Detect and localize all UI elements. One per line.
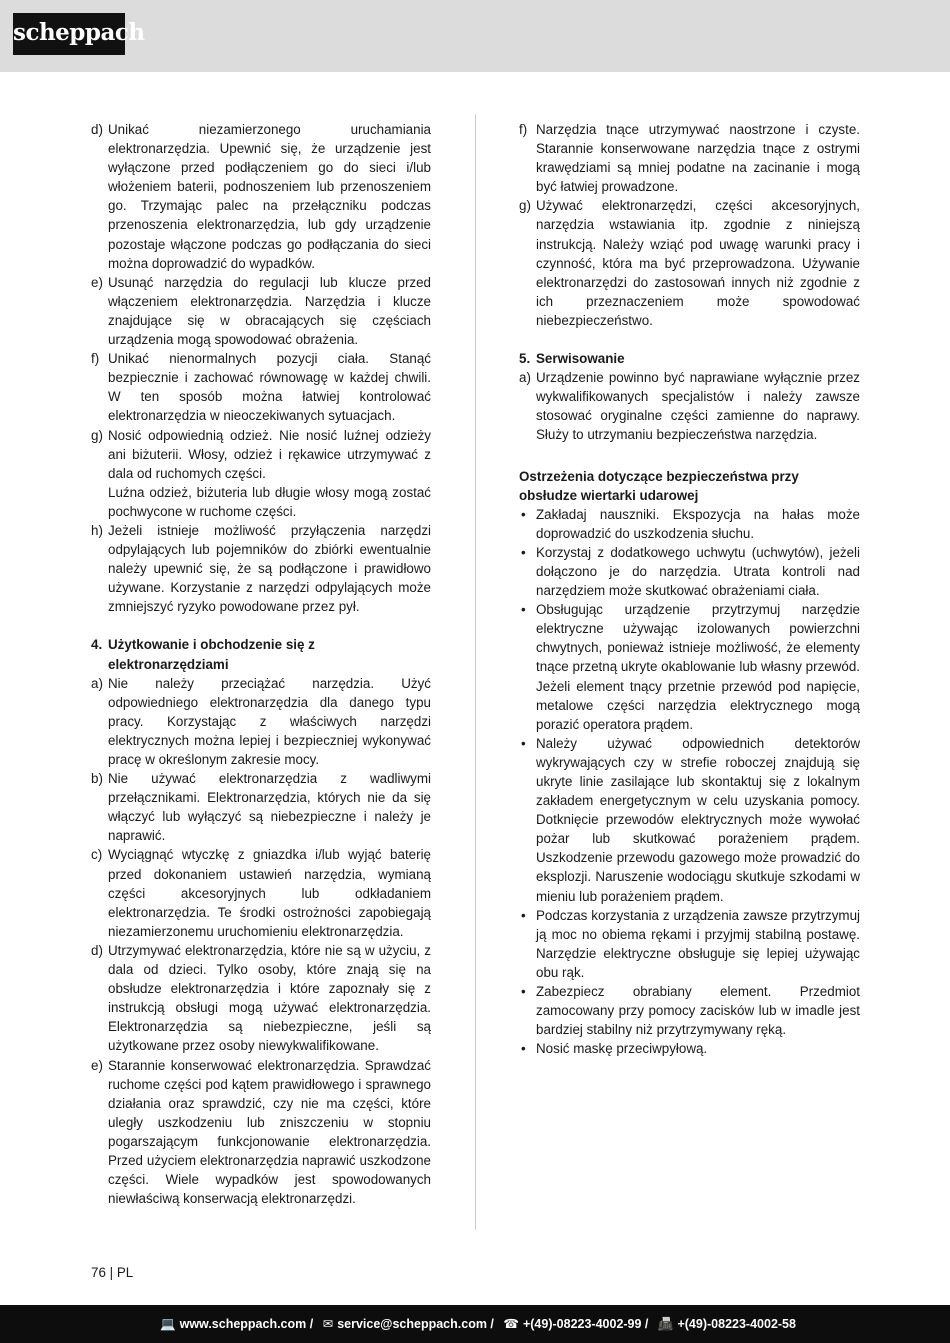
- item-text: Nie używać elektronarzędzia z wadliwymi przełącznikami. Elektronarzędzia, których nie da się włączyć lub wyłączyć są niebezpieczne i należy je naprawić.: [108, 771, 431, 844]
- fax-icon: 📠: [657, 1317, 674, 1331]
- bullet-item: [519, 505, 860, 543]
- phone-icon: ☎: [503, 1317, 519, 1331]
- computer-icon: 💻: [160, 1317, 176, 1331]
- item-text: Nosić odpowiednią odzież. Nie nosić luźnej odzieży ani biżuterii. Włosy, odzież i rękawice utrzymywać z dala od ruchomych części.: [108, 427, 431, 481]
- list-item: [91, 674, 431, 769]
- bullet-marker: •: [521, 984, 526, 1000]
- list-item: [91, 941, 431, 1056]
- item-text: Urządzenie powinno być naprawiane wyłącznie przez wykwalifikowanych specjalistów i należy zawsze stosować oryginalne części zamienne do naprawy. Służy to utrzymaniu bezpieczeństwa narzędzia.: [536, 370, 860, 443]
- item-marker: b): [91, 771, 103, 787]
- bullet-marker: •: [521, 602, 526, 618]
- item-text: Należy używać odpowiednich detektorów wykrywających czy w strefie roboczej znajdują się ukryte linie zasilające lub skontaktuj się z lokalnym zakładem energetycznym w celu uzyskania pomocy. Dotknięcie przewodów elektrycznych może wywołać pożar lub skutkować porażeniem prądem. Uszkodzenie przewodu gazowego może prowadzić do eksplozji. Naruszenie wodociągu skutkuje szkodami w mieniu lub porażeniem prądem.: [536, 735, 860, 904]
- website-link[interactable]: www.scheppach.com /: [179, 1317, 314, 1331]
- item-text: Narzędzia tnące utrzymywać naostrzone i czyste. Starannie konserwowane narzędzia tnące z ostrymi krawędziami są mniej podatne na zacinanie i mogą być łatwiej prowadzone.: [536, 122, 860, 195]
- item-text: Usunąć narzędzia do regulacji lub klucze przed włączeniem elektronarzędzia. Narzędzia i klucze znajdujące się w obracających się częściach urządzenia mogą spowodować obrażenia.: [108, 274, 431, 348]
- item-marker: e): [91, 274, 103, 290]
- section-number: 5.: [519, 351, 531, 367]
- list-item: [519, 120, 860, 196]
- email-link[interactable]: service@scheppach.com /: [337, 1317, 494, 1331]
- list-item: [519, 196, 860, 330]
- item-marker: c): [91, 847, 103, 863]
- list-item: [91, 845, 431, 940]
- item-text: Wyciągnąć wtyczkę z gniazdka i/lub wyjąć baterię przed dokonaniem ustawień narzędzia, wymianą części akcesoryjnych lub odkładaniem elektronarzędzia. Te środki ostrożności zapobiegają niezamierzonemu uruchomieniu elektronarzędzia.: [108, 847, 431, 939]
- list-item: [91, 769, 431, 845]
- item-text: Używać elektronarzędzi, części akcesoryjnych, narzędzia wstawiania itp. zgodnie z niniejszą instrukcją. Należy wziąć pod uwagę warunki pracy i czynność, która ma być przeprowadzona. Używanie elektronarzędzi do zastosowań innych niż zgodnie z ich przeznaczeniem może spowodować niebezpieczeństwo.: [536, 198, 860, 328]
- header-band: [0, 0, 950, 72]
- item-text: Unikać niezamierzonego uruchamiania elektronarzędzia. Upewnić się, że urządzenie jest wyłączone przed podłączeniem go do sieci i/lub włożeniem baterii, podnoszeniem lub przenoszeniem go. Trzymając palec na przełączniku podczas przenoszenia elektronarzędzia, lub gdy urządzenie pozostaje włączone podczas go podłączania do sieci można doprowadzić do wypadków.: [108, 122, 431, 271]
- bullet-item: [519, 734, 860, 906]
- footer-contact-bar: [0, 1305, 950, 1343]
- section-number: 4.: [91, 637, 103, 653]
- item-marker: g): [519, 198, 531, 214]
- bullet-item: [519, 906, 860, 982]
- page-separator: |: [109, 1265, 114, 1280]
- item-marker: h): [91, 522, 103, 538]
- item-marker: d): [91, 122, 103, 137]
- item-text-continued: Luźna odzież, biżuteria lub długie włosy mogą zostać pochwycone w ruchome części.: [108, 484, 431, 519]
- item-marker: d): [91, 942, 103, 958]
- list-item: [519, 368, 860, 444]
- item-text: Utrzymywać elektronarzędzia, które nie są w użyciu, z dala od dzieci. Tylko osoby, które znają się na obsłudze elektronarzędzia i które zapoznały się z instrukcją obsługi mogą używać elektronarzędzia. Elektronarzędzia są niebezpieczne, jeśli są użytkowane przez osoby niewykwalifikowane.: [108, 942, 431, 1054]
- item-text: Unikać nienormalnych pozycji ciała. Stanąć bezpiecznie i zachować równowagę w każdej chwili. W ten sposób można łatwiej kontrolować elektronarzędzia w nieoczekiwanych sytuacjach.: [108, 351, 431, 424]
- bullet-marker: •: [521, 735, 526, 751]
- item-text: Obsługując urządzenie przytrzymuj narzędzie elektryczne używając izolowanych powierzchni chwytnych, ponieważ istnieje możliwość, że elementy tnące przetną ukryte okablowanie lub własny przewód. Jeżeli element tnący przetnie przewód pod napięcie, metalowe części narzędzia elektrycznego mogą porazić operatora prądem.: [536, 602, 860, 732]
- list-item: [91, 521, 431, 616]
- item-text: Zakładaj nauszniki. Ekspozycja na hałas może doprowadzić do uszkodzenia słuchu.: [536, 506, 860, 541]
- item-text: Jeżeli istnieje możliwość przyłączenia narzędzi odpylających lub pojemników do zbiórki ewentualnie należy upewnić się, że są podłączone i prawidłowo używane. Korzystanie z narzędzi odpylających może zmniejszyć ryzyko powodowane przez pył.: [108, 522, 431, 615]
- item-marker: f): [519, 122, 528, 137]
- item-text: Korzystaj z dodatkowego uchwytu (uchwytów), jeżeli dołączono je do narzędzia. Utrata kontroli nad narzędziem może skutkować obrażeniami ciała.: [536, 544, 860, 599]
- mail-icon: ✉: [322, 1317, 334, 1331]
- item-marker: g): [91, 427, 103, 443]
- bullet-marker: •: [521, 1041, 526, 1057]
- section-title: Serwisowanie: [536, 351, 625, 367]
- section-title: Użytkowanie i obchodzenie się z elektronarzędziami: [108, 637, 315, 672]
- list-item: [91, 120, 431, 273]
- item-text: Starannie konserwować elektronarzędzia. Sprawdzać ruchome części pod kątem prawidłowego i sprawnego działania oraz sprawdzić, czy nie ma części, które uległy uszkodzeniu lub zniszczeniu w stopniu pogarszającym funkcjonowanie elektronarzędzia. Przed użyciem elektronarzędzia naprawić uszkodzone części. Wiele wypadków jest spowodowanych niewłaściwą konserwacją elektronarzędzi.: [108, 1057, 431, 1207]
- bullet-marker: •: [521, 907, 526, 923]
- bullet-marker: •: [521, 506, 526, 522]
- item-marker: e): [91, 1057, 103, 1073]
- bullet-marker: •: [521, 544, 526, 560]
- item-text: Nosić maskę przeciwpyłową.: [536, 1041, 708, 1057]
- section-4-heading: [91, 635, 431, 673]
- page-number: [91, 1265, 133, 1280]
- language-code: PL: [116, 1265, 134, 1280]
- column-divider: [475, 114, 476, 1230]
- bullet-item: [519, 600, 860, 734]
- list-item: [91, 273, 431, 349]
- right-column: [519, 120, 860, 1058]
- list-item: [91, 1056, 431, 1209]
- item-text: Podczas korzystania z urządzenia zawsze przytrzymuj ją moc no obiema rękami i przyjmij stabilną postawę. Narzędzie elektryczne obsługuje się lepiej używając obu rąk.: [536, 907, 860, 980]
- item-marker: a): [519, 370, 531, 386]
- list-item: [91, 426, 431, 521]
- bullet-item: [519, 543, 860, 600]
- section-5-heading: [519, 349, 860, 368]
- item-marker: a): [91, 675, 103, 691]
- list-item: [91, 349, 431, 425]
- bullet-item: [519, 1039, 860, 1058]
- phone-number: +(49)-08223-4002-99 /: [522, 1317, 649, 1331]
- bullet-item: [519, 982, 860, 1039]
- scheppach-logo: scheppach: [13, 13, 125, 55]
- item-text: Nie należy przeciążać narzędzia. Użyć odpowiedniego elektronarzędzia dla danego typu pracy. Korzystając z właściwych narzędzi elektrycznych można lepiej i bezpieczniej wykonywać pracę w określonym zakresie mocy.: [108, 675, 431, 767]
- fax-number: +(49)-08223-4002-58: [677, 1317, 796, 1331]
- item-marker: f): [91, 351, 100, 367]
- warnings-heading: Ostrzeżenia dotyczące bezpieczeństwa przy obsłudze wiertarki udarowej: [519, 468, 799, 503]
- page-number-value: 76: [91, 1265, 106, 1280]
- left-column: [91, 120, 431, 1208]
- item-text: Zabezpiecz obrabiany element. Przedmiot zamocowany przy pomocy zacisków lub w imadle jest bardziej stabilny niż przytrzymywany ręką.: [536, 984, 860, 1038]
